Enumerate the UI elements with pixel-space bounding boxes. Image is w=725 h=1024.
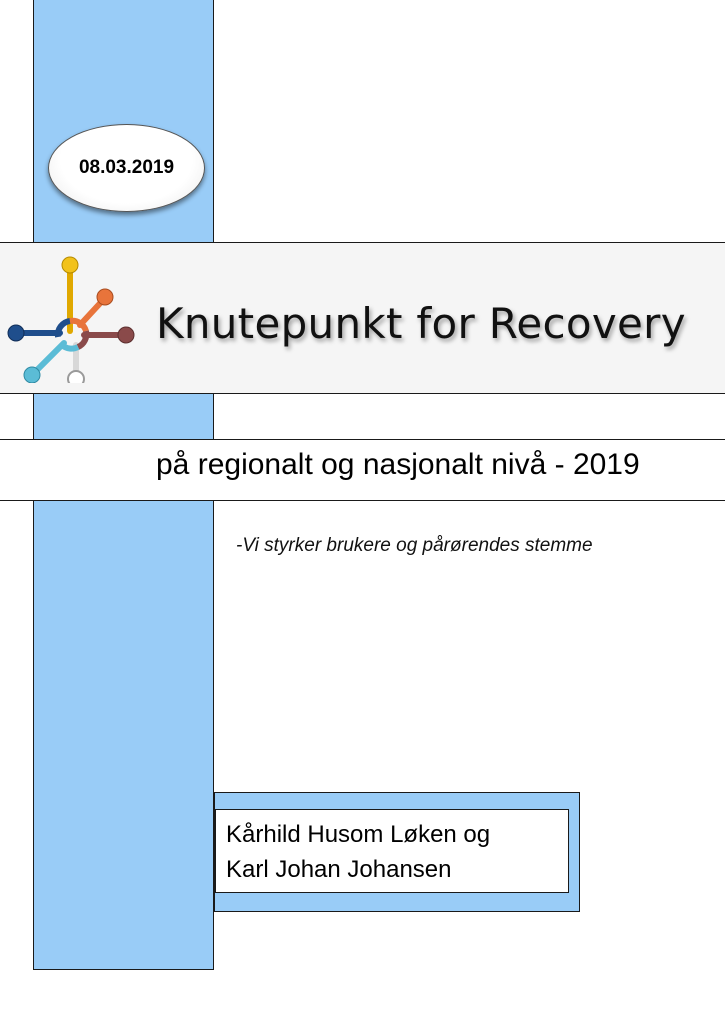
author-line-1: Kårhild Husom Løken og — [226, 821, 491, 848]
document-subtitle: på regionalt og nasjonalt nivå - 2019 — [156, 448, 640, 481]
author-box — [215, 809, 569, 893]
network-hub-icon — [4, 253, 140, 383]
author-line-2: Karl Johan Johansen — [226, 856, 452, 883]
title-banner — [0, 242, 725, 394]
slogan: -Vi styrker brukere og pårørendes stemme — [236, 535, 593, 556]
date-text: 08.03.2019 — [78, 157, 175, 178]
subtitle-band — [0, 439, 725, 501]
document-title: Knutepunkt for Recovery — [156, 299, 686, 348]
date-badge — [48, 124, 205, 212]
